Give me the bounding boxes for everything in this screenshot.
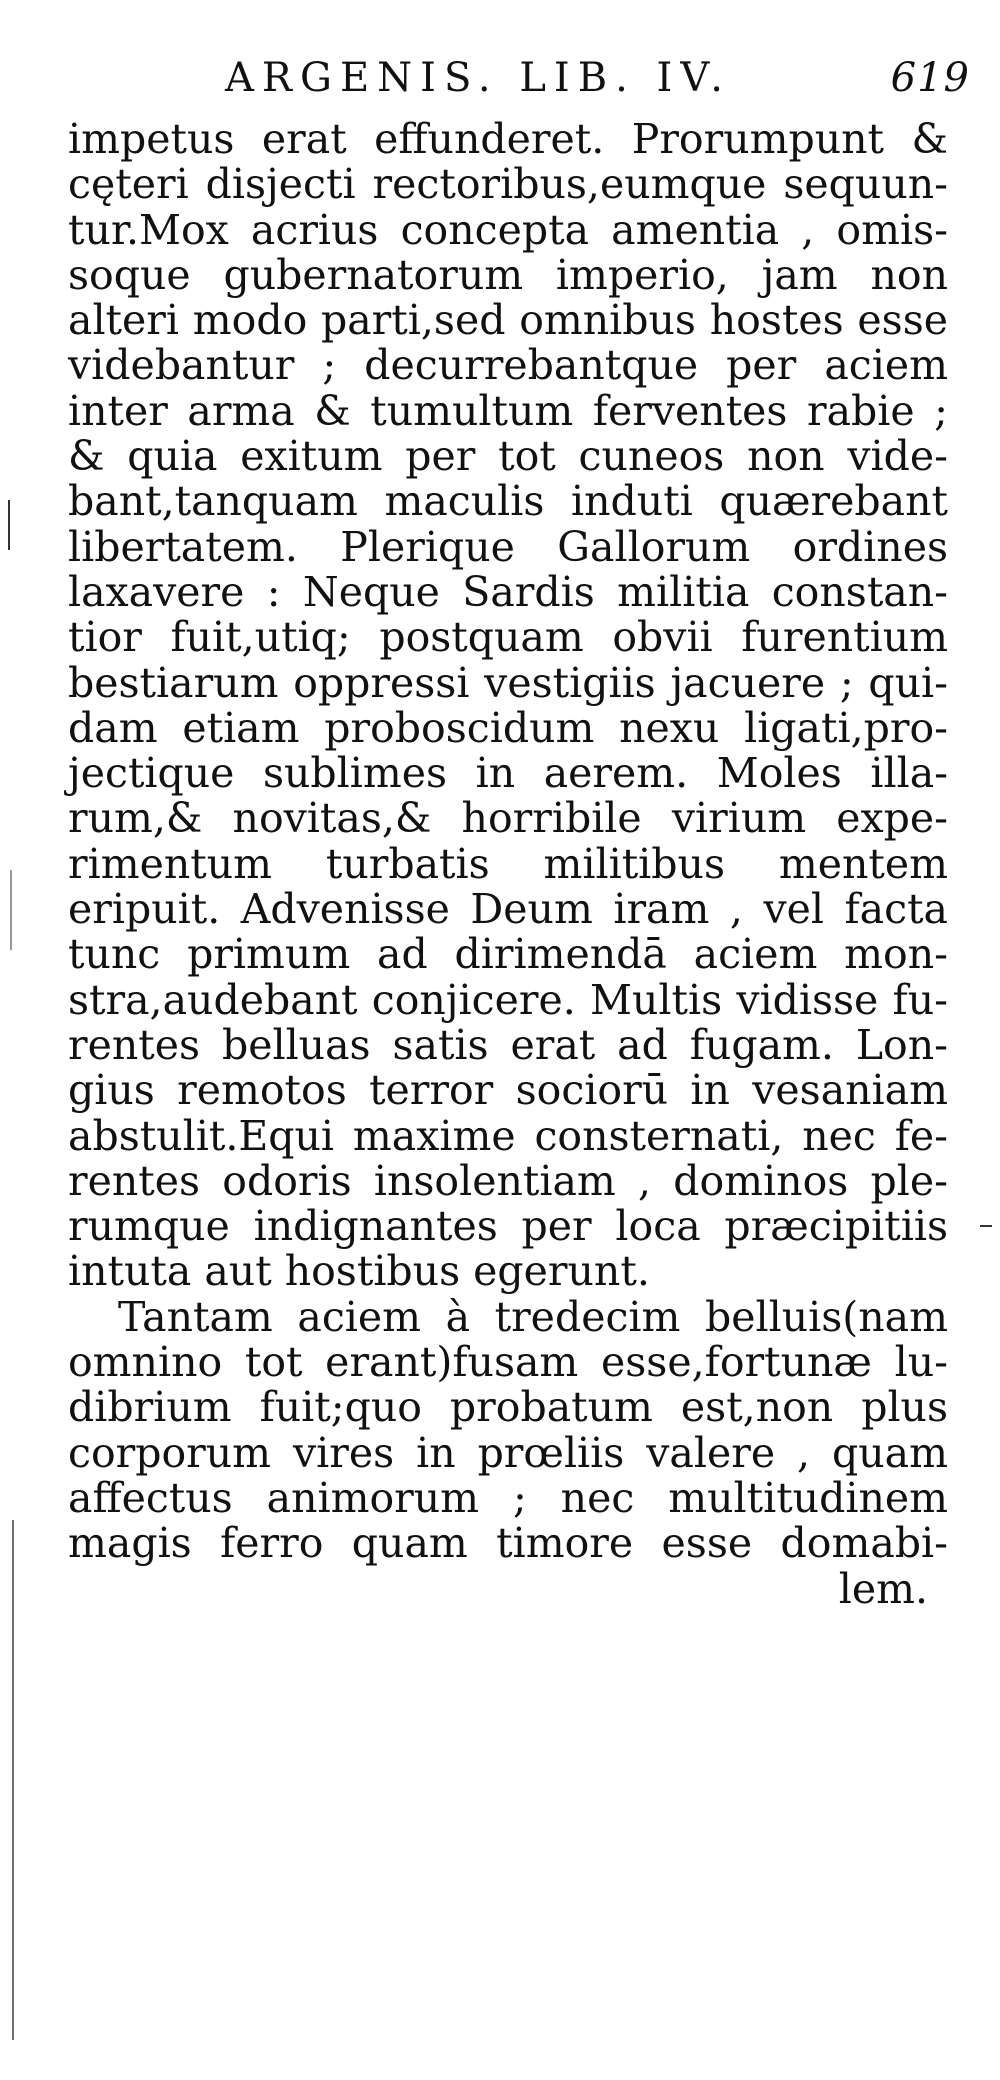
text-line: inter arma & tumultum ferventes rabie ; xyxy=(68,386,948,435)
text-line: bestiarum oppressi vestigiis jacuere ; qui- xyxy=(68,658,948,707)
text-line: libertatem. Plerique Gallorum ordines xyxy=(68,522,948,571)
text-line: rentes odoris insolentiam , dominos ple- xyxy=(68,1156,948,1205)
text-line: alteri modo parti,sed omnibus hostes esse xyxy=(68,296,948,345)
text-line: rentes belluas satis erat ad fugam. Lon- xyxy=(68,1020,948,1069)
margin-scan-mark xyxy=(980,1225,992,1227)
text-line: jectique sublimes in aerem. Moles illa- xyxy=(68,749,948,798)
text-line: omnino tot erant)fusam esse,fortunæ lu- xyxy=(68,1338,948,1387)
text-line: stra,audebant conjicere. Multis vidisse fu- xyxy=(68,975,948,1024)
final-word-line: lem. xyxy=(838,1564,928,1613)
text-line: gius remotos terror sociorū in vesaniam xyxy=(68,1066,948,1115)
text-line: soque gubernatorum imperio, jam non xyxy=(68,250,948,299)
page-header xyxy=(225,55,970,110)
text-line: & quia exitum per tot cuneos non vide- xyxy=(68,432,948,481)
text-line: videbantur ; decurrebantque per aciem xyxy=(68,341,948,390)
page-number: 619 xyxy=(890,55,970,101)
text-line: tunc primum ad dirimendā aciem mon- xyxy=(68,930,948,979)
text-line: bant,tanquam maculis induti quærebant xyxy=(68,477,948,526)
text-line: laxavere : Neque Sardis militia constan- xyxy=(68,567,948,616)
margin-scan-mark xyxy=(8,500,10,550)
text-line: dibrium fuit;quo probatum est,non plus xyxy=(68,1383,948,1432)
paragraph-start-line: Tantam aciem à tredecim belluis(nam xyxy=(118,1292,948,1341)
text-line: corporum vires in prœliis valere , quam xyxy=(68,1428,948,1477)
text-line: abstulit.Equi maxime consternati, nec fe- xyxy=(68,1111,948,1160)
text-line: tur.Mox acrius concepta amentia , omis- xyxy=(68,205,948,254)
text-line: rum,& novitas,& horribile virium expe- xyxy=(68,794,948,843)
running-title: ARGENIS. LIB. IV. xyxy=(225,55,731,101)
text-line: rimentum turbatis militibus mentem xyxy=(68,839,948,888)
margin-scan-mark xyxy=(12,1520,14,2040)
text-line: dam etiam proboscidum nexu ligati,pro- xyxy=(68,703,948,752)
text-line: tior fuit,utiq; postquam obvii furentium xyxy=(68,613,948,662)
text-line: cęteri disjecti rectoribus,eumque sequun- xyxy=(68,160,948,209)
text-line: magis ferro quam timore esse domabi- xyxy=(68,1519,948,1568)
body-text xyxy=(68,117,948,1612)
text-line: rumque indignantes per loca præcipitiis xyxy=(68,1202,948,1251)
text-line: eripuit. Advenisse Deum iram , vel facta xyxy=(68,885,948,934)
text-line: affectus animorum ; nec multitudinem xyxy=(68,1473,948,1522)
margin-scan-mark xyxy=(10,870,12,950)
paragraph-end-line: intuta aut hostibus egerunt. xyxy=(68,1247,650,1296)
text-line: impetus erat effunderet. Prorumpunt & xyxy=(68,115,948,163)
